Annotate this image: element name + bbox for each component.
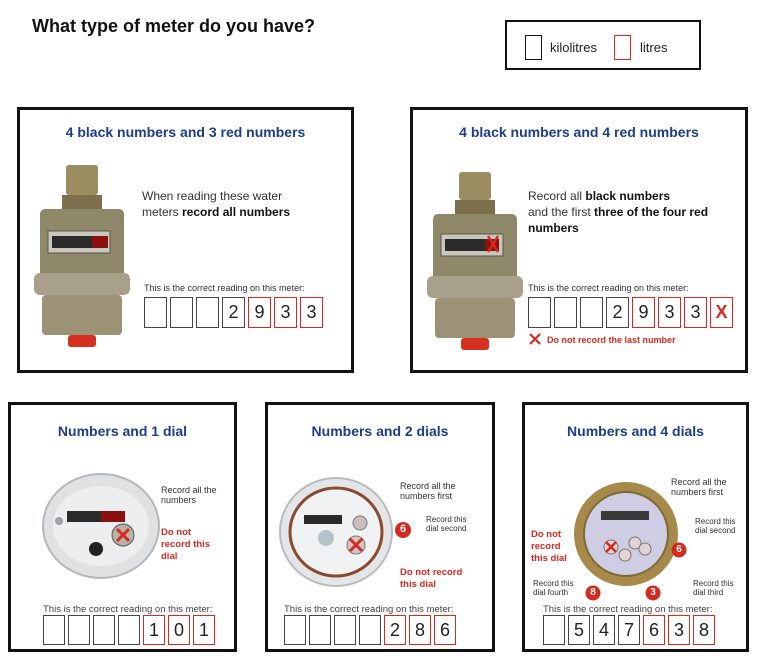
- do-not-record-note: Do not record this dial: [400, 567, 463, 590]
- reading-digit-box: [554, 297, 577, 328]
- panel-note: Record all black numbers and the first three of the four red numbers: [528, 189, 709, 235]
- reading-caption: This is the correct reading on this meter:: [43, 604, 213, 615]
- panel-title: Numbers and 4 dials: [567, 423, 704, 439]
- reading-digit-box: 8: [693, 615, 715, 645]
- reading-digit-box: 1: [193, 615, 215, 645]
- reading-digit-box: 8: [409, 615, 431, 645]
- reading-digit-box: 2: [606, 297, 629, 328]
- reading-digit-box: 6: [643, 615, 665, 645]
- reading-digit-box: 3: [658, 297, 681, 328]
- reading-digit-box: 3: [684, 297, 707, 328]
- reading-digit-box: [144, 297, 167, 328]
- reading-digit-box: 7: [618, 615, 640, 645]
- reading-caption: This is the correct reading on this meter:: [284, 604, 454, 615]
- reading-digit-box: 6: [434, 615, 456, 645]
- reading-digit-box: [309, 615, 331, 645]
- dial-second-note: Record this dial second: [426, 515, 467, 533]
- kilolitres-swatch: [525, 35, 542, 60]
- reading-digit-box: 9: [632, 297, 655, 328]
- dial-fourth-note: Record this dial fourth: [533, 579, 574, 597]
- water-meter-image: [427, 172, 527, 357]
- reading-boxes: [43, 615, 218, 645]
- kilolitres-label: kilolitres: [550, 40, 597, 55]
- panel-title: 4 black numbers and 3 red numbers: [65, 124, 306, 140]
- reading-digit-box: 2: [384, 615, 406, 645]
- dial-order-number: 6: [676, 544, 682, 555]
- litres-label: litres: [640, 40, 668, 55]
- page-title: What type of meter do you have?: [32, 16, 316, 36]
- dial-third-note: Record this dial third: [693, 579, 734, 597]
- water-meter-image: [41, 471, 161, 581]
- dial-order-number: 3: [650, 587, 656, 598]
- reading-digit-box: 0: [168, 615, 190, 645]
- reading-caption: This is the correct reading on this meter:: [528, 283, 689, 293]
- reading-digit-box: [580, 297, 603, 328]
- reading-digit-box: [43, 615, 65, 645]
- reading-digit-box: [284, 615, 306, 645]
- litres-swatch: [614, 35, 631, 60]
- water-meter-image: [34, 165, 134, 355]
- record-note: Record all the numbers first: [671, 477, 727, 497]
- reading-digit-box: 3: [668, 615, 690, 645]
- record-note: Record all the numbers: [161, 485, 217, 505]
- do-not-record-note: Do not record this dial: [161, 527, 211, 562]
- reading-boxes: [144, 297, 326, 328]
- reading-digit-box: [334, 615, 356, 645]
- reading-digit-box: [68, 615, 90, 645]
- reading-boxes: [284, 615, 459, 645]
- reading-digit-box: [196, 297, 219, 328]
- reading-digit-box: X: [710, 297, 733, 328]
- panel-4-black-4-red: [410, 107, 748, 373]
- water-meter-image: [571, 479, 681, 589]
- reading-digit-box: [543, 615, 565, 645]
- panel-title: Numbers and 1 dial: [57, 423, 188, 439]
- panel-title: Numbers and 2 dials: [311, 423, 449, 439]
- dial-order-number: 6: [399, 523, 407, 535]
- reading-boxes: [528, 297, 736, 328]
- panel-numbers-4-dials: [522, 402, 749, 652]
- do-not-record-note: Do not record this dial: [531, 529, 567, 564]
- cross-icon: [528, 332, 542, 346]
- panel-note: When reading these water meters record all numbers: [142, 189, 291, 219]
- panel-title: 4 black numbers and 4 red numbers: [459, 124, 699, 140]
- panel-numbers-1-dial: [8, 402, 237, 652]
- reading-caption: This is the correct reading on this meter:: [144, 283, 305, 293]
- reading-digit-box: 5: [568, 615, 590, 645]
- reading-caption: This is the correct reading on this meter:: [543, 604, 713, 615]
- reading-digit-box: [93, 615, 115, 645]
- panel-4-black-3-red: [17, 107, 354, 373]
- dial-order-number: 8: [590, 587, 596, 598]
- reading-digit-box: [170, 297, 193, 328]
- reading-boxes: [543, 615, 718, 645]
- reading-digit-box: [118, 615, 140, 645]
- water-meter-image: [278, 475, 398, 590]
- panel-numbers-2-dials: [265, 402, 495, 652]
- reading-digit-box: 3: [274, 297, 297, 328]
- record-note: Record all the numbers first: [400, 481, 456, 501]
- dial-second-note: Record this dial second: [695, 517, 736, 535]
- reading-digit-box: 2: [222, 297, 245, 328]
- unit-legend: [505, 20, 701, 70]
- reading-digit-box: [528, 297, 551, 328]
- reading-digit-box: 3: [300, 297, 323, 328]
- reading-digit-box: 4: [593, 615, 615, 645]
- warning-text: Do not record the last number: [547, 335, 676, 345]
- reading-digit-box: 1: [143, 615, 165, 645]
- reading-digit-box: 9: [248, 297, 271, 328]
- reading-digit-box: [359, 615, 381, 645]
